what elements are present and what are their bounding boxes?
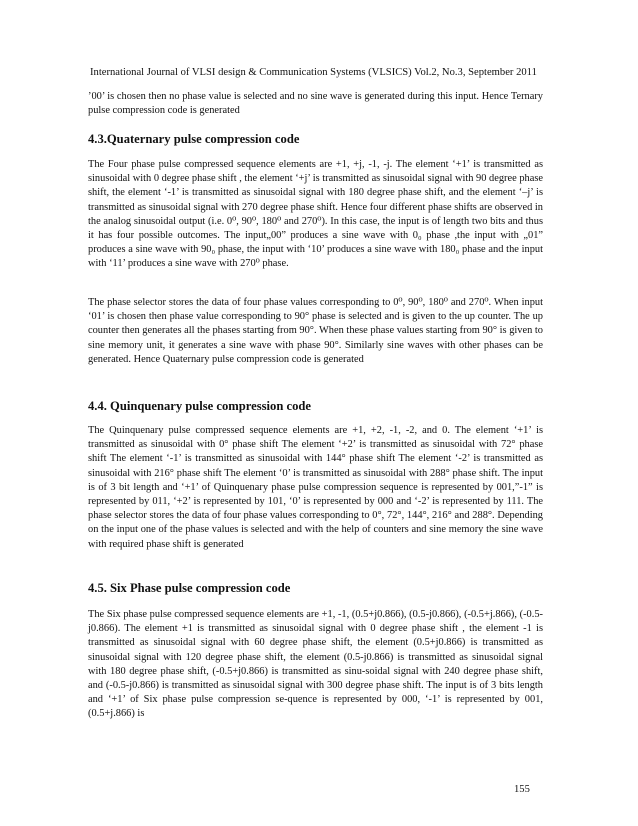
section-heading-4-4: 4.4. Quinquenary pulse compression code [88,399,311,413]
journal-header: International Journal of VLSI design & Communication Systems (VLSICS) Vol.2, No.3, September 2011 [90,67,537,78]
intro-paragraph: ’00’ is chosen then no phase value is selected and no sine wave is generated during this input. Hence Ternary pulse compression code is generated [88,91,543,117]
section-heading-4-3: 4.3.Quaternary pulse compression code [88,132,300,146]
section-4-5-paragraph-1: The Six phase pulse compressed sequence elements are +1, -1, (0.5+j0.866), (0.5-j0.866), (-0.5+j.866), (-0.5-j0.866). The element +1 is transmitted as sinusoidal signal with 0 degree phase shift , the element -1 is transmitted as sinusoidal signal with 60 degree phase shift, the element (0.5+j0.866) is transmitted as sinusoidal signal with 120 degree phase shift, the element (0.5-j0.866) is transmitted as sinusoidal signal with 180 degree phase shift, (-0.5+j0.866) is transmitted as sinu-soidal signal with 240 degree phase shift, and (-0.5-j0.866) is transmitted as sinusoidal signal with 300 degree phase shift. The input is of 3 bits length and ‘+1’ of Six phase pulse compression se-quence is represented by 000, ‘-1’ is represented by 001, (0.5+j.866) is [88,609,543,720]
page-number: 155 [514,784,530,795]
section-4-3-paragraph-1: The Four phase pulse compressed sequence elements are +1, +j, -1, -j. The element ‘+1’ is transmitted as sinusoidal with 0 degree phase shift , the element ‘+j’ is transmitted as sinusoidal signal with 90 degree phase shift, the element ‘-1’ is transmitted as sinusoidal signal with 180 degree phase shift, and the element ‘–j’ is transmitted as sinusoidal signal with 270 degree phase shift. Hence four different phase shifts are observed in the analog sinusoidal output (i.e. 0⁰, 90⁰, 180⁰ and 270⁰). In this case, the input is of length two bits and thus it has four possible outcomes. The input„00” produces a sine wave with 0₀ phase ,the input with „01” produces a sine wave with 90₀ phase, the input with ‘10’ produces a sine wave with 180₀ phase and the input with ‘11’ produces a sine wave with 270⁰ phase. [88,159,543,270]
section-4-4-paragraph-1: The Quinquenary pulse compressed sequence elements are +1, +2, -1, -2, and 0. The element ‘+1’ is transmitted as sinusoidal with 0° phase shift The element ‘+2’ is transmitted as sinusoidal with 72° phase shift The element ‘-1’ is transmitted as sinusoidal with 144° phase shift The element ‘-2’ is transmitted as sinusoidal with 216° phase shift The element ‘0’ is transmitted as sinusoidal with 288° phase shift. The input is of 3 bit length and ‘+1’ of Quinquenary phase pulse compression sequence is represented by 001,”-1” is represented by 011, ‘+2’ is represented by 101, ‘0’ is represented by 000 and ‘-2’ is represented by 111. The phase selector stores the data of four phase values corresponding to 0°, 72°, 144°, 216° and 288°. Depending on the input one of the phase values is selected and with the help of counters and sine memory the sine wave with required phase shift is generated [88,425,543,550]
section-4-3-paragraph-2: The phase selector stores the data of four phase values corresponding to 0⁰, 90⁰, 180⁰ and 270⁰. When input ‘01’ is chosen then phase value corresponding to 90° phase is selected and is given to the up counter. The up counter then generates all the phases starting from 90°. When these phase values starting from 90° is given to sine memory unit, it generates a sine wave with phase 90°. Similarly sine waves with other phases can be generated. Hence Quaternary pulse compression code is generated [88,297,543,365]
section-heading-4-5: 4.5. Six Phase pulse compression code [88,581,291,595]
